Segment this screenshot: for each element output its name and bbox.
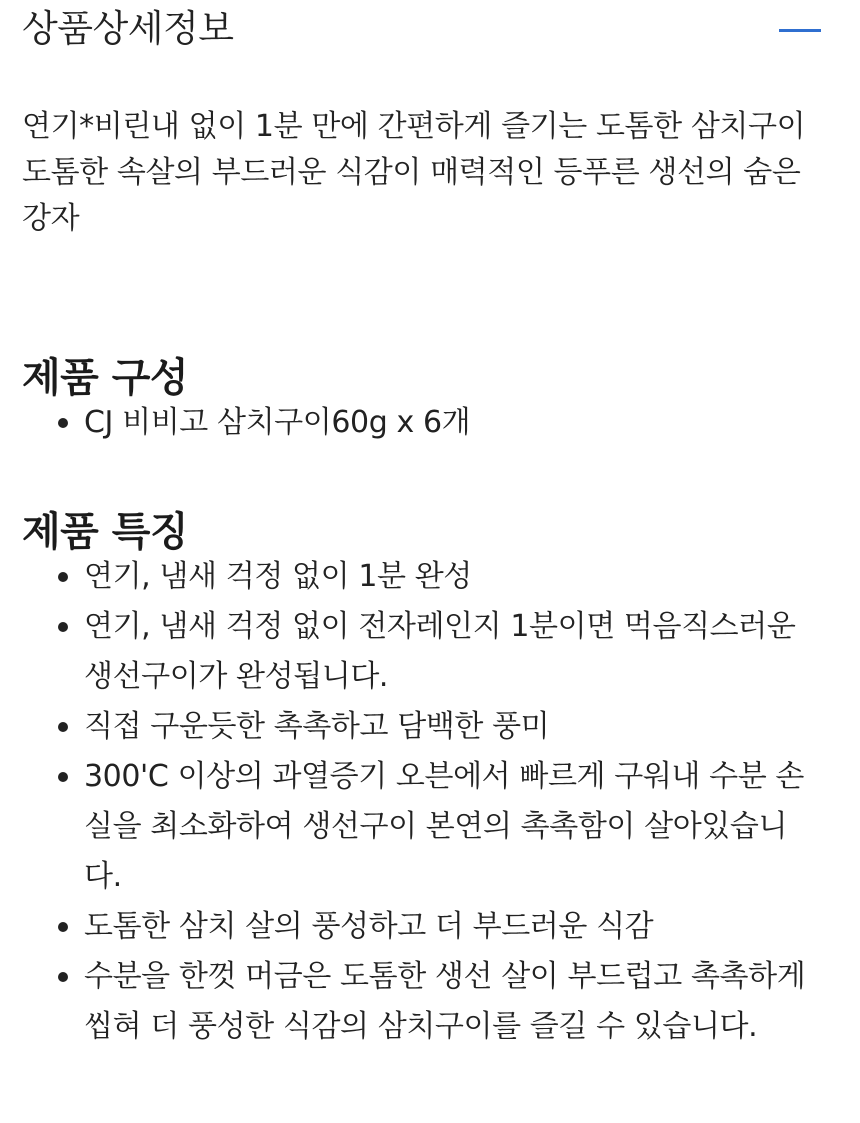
page-title: 상품상세정보 — [22, 6, 234, 50]
list-item — [22, 602, 838, 702]
list-item — [22, 702, 838, 752]
list-item-text: 연기, 냄새 걱정 없이 1분 완성 — [84, 559, 472, 594]
list-item-text: 수분을 한껏 머금은 도톰한 생선 살이 부드럽고 촉촉하게 — [84, 959, 806, 994]
intro-line: 도톰한 속살의 부드러운 식감이 매력적인 등푸른 생선의 숨은 — [22, 155, 801, 190]
bullet-icon — [58, 972, 68, 982]
list-item-text: 도톰한 삼치 살의 풍성하고 더 부드러운 식감 — [84, 909, 654, 944]
bullet-icon — [58, 572, 68, 582]
bullet-icon — [58, 772, 68, 782]
list-item — [22, 902, 838, 952]
composition-list — [22, 398, 838, 448]
bullet-icon — [58, 722, 68, 732]
bullet-icon — [58, 418, 68, 428]
list-item-text: 300'C 이상의 과열증기 오븐에서 빠르게 구워내 수분 손 — [84, 759, 805, 794]
list-item-text: 실을 최소화하여 생선구이 본연의 촉촉함이 살아있습니 — [84, 809, 788, 844]
list-item-text: 씹혀 더 풍성한 식감의 삼치구이를 즐길 수 있습니다. — [84, 1009, 758, 1044]
features-heading: 제품 특징 — [22, 509, 188, 555]
section-header — [22, 0, 838, 64]
list-item-text: 생선구이가 완성됩니다. — [84, 659, 389, 694]
list-item — [22, 952, 838, 1052]
bullet-icon — [58, 922, 68, 932]
intro-line: 강자 — [22, 201, 80, 236]
bullet-icon — [58, 622, 68, 632]
collapse-button[interactable] — [778, 15, 822, 45]
minus-icon — [779, 29, 821, 32]
intro-line: 연기*비린내 없이 1분 만에 간편하게 즐기는 도톰한 삼치구이 — [22, 109, 806, 144]
list-item — [22, 552, 838, 602]
list-item — [22, 752, 838, 902]
composition-heading: 제품 구성 — [22, 355, 188, 401]
list-item — [22, 398, 838, 448]
list-item-text: 연기, 냄새 걱정 없이 전자레인지 1분이면 먹음직스러운 — [84, 609, 796, 644]
product-intro — [22, 104, 838, 242]
list-item-text: 직접 구운듯한 촉촉하고 담백한 풍미 — [84, 709, 550, 744]
list-item-text: 다. — [84, 859, 122, 894]
list-item-text: CJ 비비고 삼치구이60g x 6개 — [84, 405, 471, 440]
features-list — [22, 552, 838, 1052]
